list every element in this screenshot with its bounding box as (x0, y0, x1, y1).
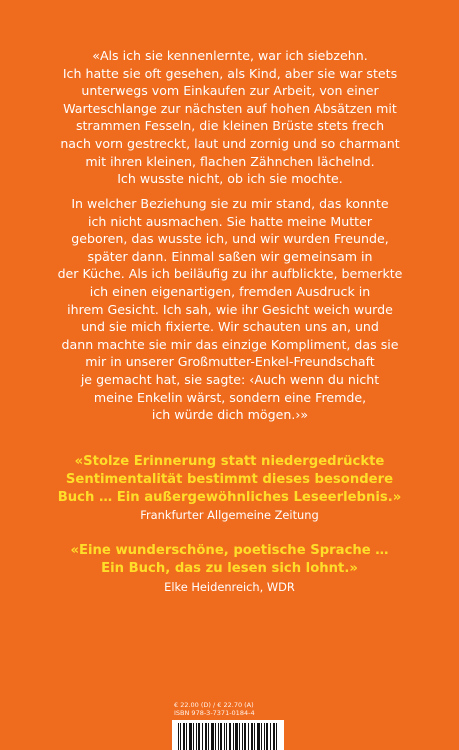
barcode (172, 720, 284, 750)
review-quote-2 (24, 542, 435, 578)
excerpt-line: Ich hatte sie oft gesehen, als Kind, aber sie war stets (62, 65, 398, 81)
price-label: € 22.00 (D) / € 22.70 (A) (174, 701, 254, 709)
review-quote-line: Sentimentalität bestimmt dieses besondere (65, 472, 394, 487)
excerpt-line: meine Enkelin wärst, sondern eine Fremde, (93, 389, 367, 405)
review-quote-line: Buch … Ein außergewöhnliches Leseerlebnis.» (57, 490, 402, 505)
excerpt-line: ich nicht ausmachen. Sie hatte meine Mutter (87, 213, 373, 229)
review-source-1: Frankfurter Allgemeine Zeitung (140, 508, 319, 522)
excerpt-line: später dann. Einmal saßen wir gemeinsam in (87, 248, 373, 264)
review-quote-line: «Eine wunderschöne, poetische Sprache … (70, 543, 389, 558)
excerpt-line: ich würde dich mögen.›» (151, 407, 309, 423)
excerpt-line: In welcher Beziehung sie zu mir stand, das konnte (71, 196, 389, 211)
isbn-label: ISBN 978-3-7371-0184-4 (174, 709, 255, 717)
excerpt-line: und sie mich fixierte. Wir schauten uns an, und (81, 319, 379, 335)
excerpt-line: ihrem Gesicht. Ich sah, wie ihr Gesicht weich wurde (67, 301, 393, 317)
review-source-2: Elke Heidenreich, WDR (164, 580, 295, 594)
review-quote-line: Ein Buch, das zu lesen sich lohnt.» (101, 561, 358, 576)
barcode-icon (172, 720, 284, 750)
excerpt-line: unterwegs vom Einkaufen zur Arbeit, von einer (81, 83, 379, 99)
excerpt-line: strammen Fesseln, die kleinen Brüste stets frech (75, 118, 385, 134)
excerpt-line: nach vorn gestreckt, laut und zornig und so charmant (60, 135, 400, 151)
excerpt-line: mit ihren kleinen, flachen Zähnchen lächelnd. (85, 153, 375, 169)
excerpt-line: der Küche. Als ich beiläufig zu ihr aufblickte, bemerkte (57, 266, 403, 282)
excerpt-line: ich einen eigenartigen, fremden Ausdruck in (89, 283, 371, 299)
excerpt-paragraph-1 (40, 47, 420, 188)
excerpt-line: dann machte sie mir das einzige Kompliment, das sie (61, 336, 399, 352)
excerpt-line: Warteschlange zur nächsten auf hohen Absätzen mit (63, 100, 397, 116)
review-quote-1 (24, 453, 435, 507)
price-info (174, 701, 255, 717)
excerpt-line: «Als ich sie kennenlernte, war ich siebzehn. (92, 48, 368, 63)
excerpt-line: Ich wusste nicht, ob ich sie mochte. (117, 171, 343, 187)
review-quote-line: «Stolze Erinnerung statt niedergedrückte (74, 454, 385, 469)
excerpt-paragraph-2 (40, 195, 420, 424)
excerpt-line: mir in unserer Großmutter-Enkel-Freundschaft (85, 354, 375, 370)
excerpt-line: je gemacht hat, sie sagte: ‹Auch wenn du nicht (80, 371, 380, 387)
excerpt-line: geboren, das wusste ich, und wir wurden Freunde, (71, 231, 389, 247)
